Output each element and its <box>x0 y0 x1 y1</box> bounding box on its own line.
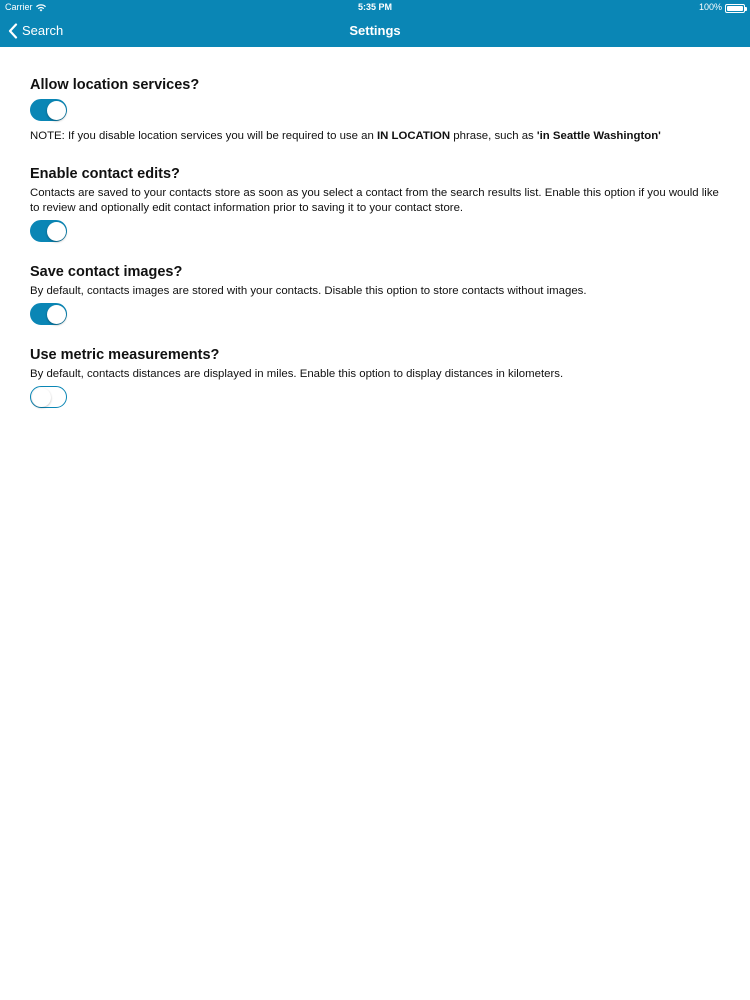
setting-contact-images <box>30 262 720 325</box>
setting-metric-measurements <box>30 345 720 408</box>
setting-title: Allow location services? <box>30 77 200 93</box>
carrier-label: Carrier <box>5 2 33 12</box>
setting-title: Use metric measurements? <box>30 347 220 363</box>
battery-icon <box>725 4 745 13</box>
status-bar <box>0 0 750 14</box>
battery-percent: 100% <box>698 2 722 12</box>
status-right <box>699 0 745 14</box>
location-note-keyword: IN LOCATION <box>376 130 451 142</box>
setting-description: By default, contacts images are stored with your contacts. Disable this option to store contacts without images. <box>30 285 587 297</box>
setting-contact-edits <box>30 164 720 242</box>
settings-list <box>30 75 720 428</box>
setting-title: Enable contact edits? <box>30 166 180 182</box>
page-title: Settings <box>349 23 401 38</box>
back-button[interactable] <box>8 14 63 47</box>
toggle-knob <box>32 388 51 407</box>
setting-description: By default, contacts distances are displayed in miles. Enable this option to display distances in kilometers. <box>30 368 564 380</box>
setting-title: Save contact images? <box>30 264 183 280</box>
location-note-prefix: NOTE: If you disable location services you will be required to use an <box>30 130 377 142</box>
contact-images-toggle[interactable] <box>30 303 67 325</box>
location-note-mid: phrase, such as <box>450 130 537 142</box>
contact-edits-toggle[interactable] <box>30 220 67 242</box>
setting-description: Contacts are saved to your contacts store as soon as you select a contact from the search results list. Enable this option if you would like to review and optionally edit contact information prior to saving it to your contact store. <box>30 187 719 214</box>
toggle-knob <box>47 101 66 120</box>
toggle-knob <box>47 222 66 241</box>
setting-location-services <box>30 75 720 144</box>
chevron-left-icon <box>8 23 18 39</box>
toggle-knob <box>47 305 66 324</box>
location-services-toggle[interactable] <box>30 99 67 121</box>
back-button-label: Search <box>22 23 64 38</box>
navigation-bar <box>0 14 750 47</box>
status-time: 5:35 PM <box>357 2 392 12</box>
location-note-example: 'in Seattle Washington' <box>536 130 661 142</box>
location-note <box>30 129 720 144</box>
metric-measurements-toggle[interactable] <box>30 386 67 408</box>
